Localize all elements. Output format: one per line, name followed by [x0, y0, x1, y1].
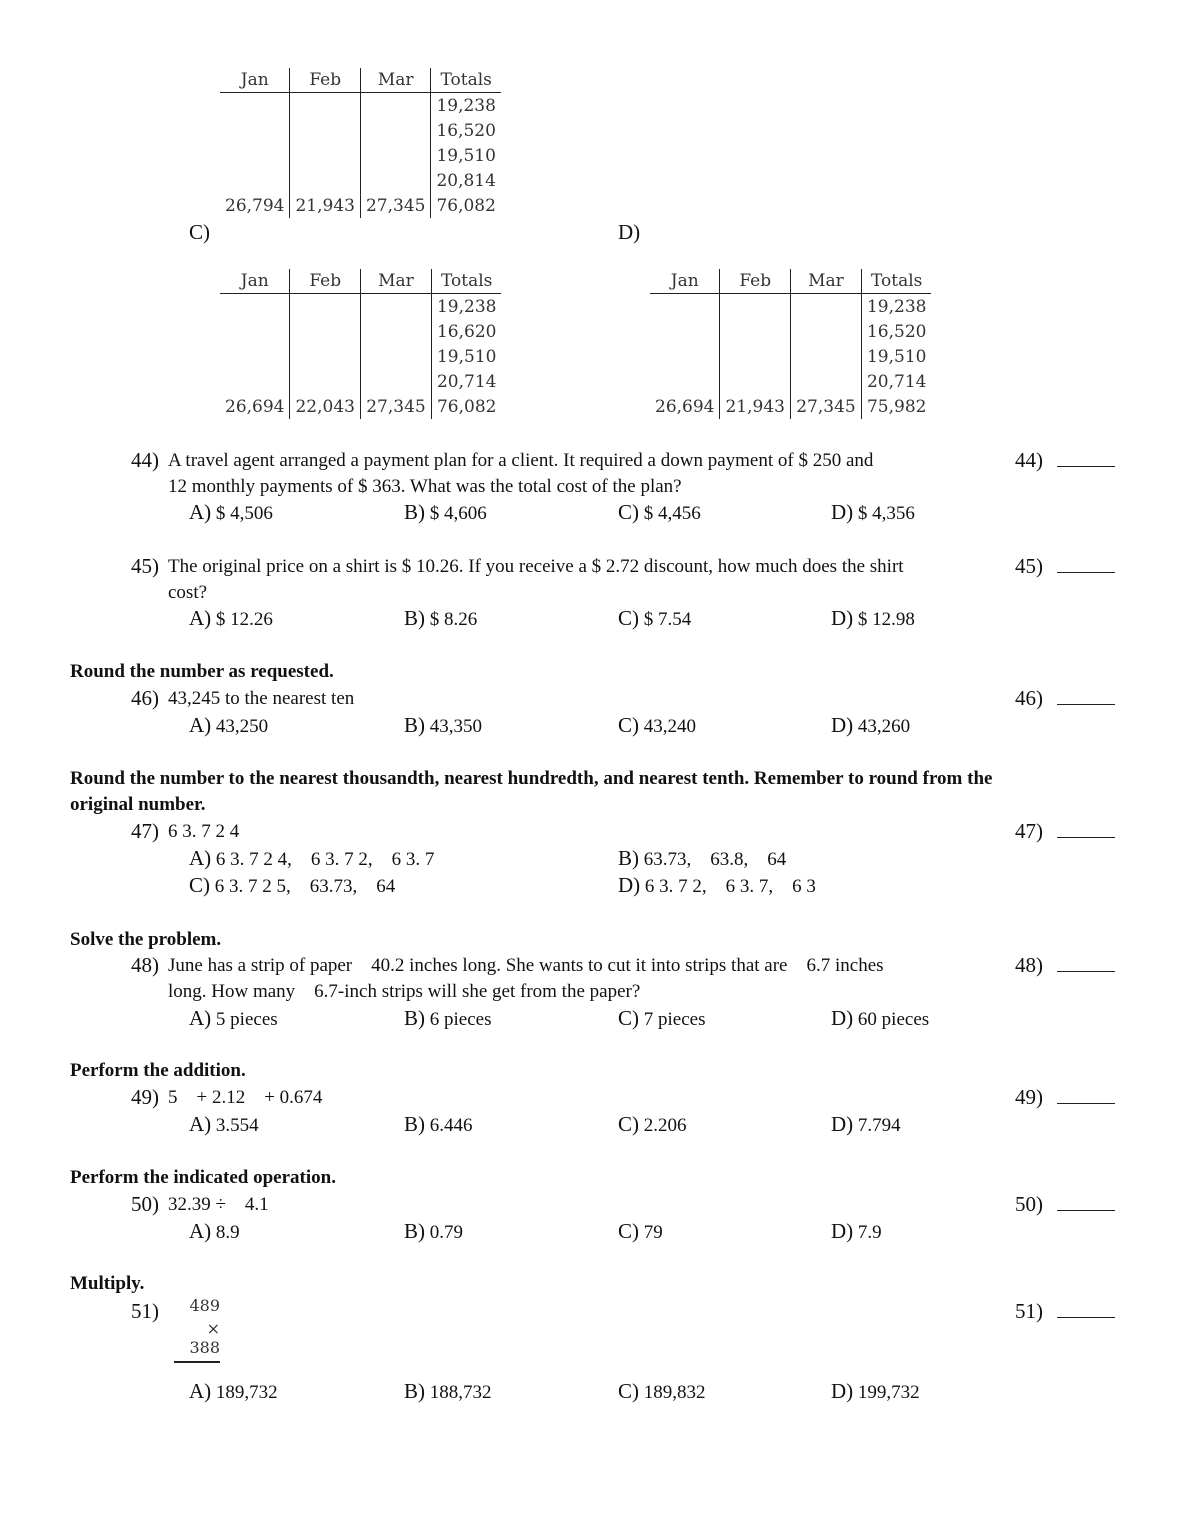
choice[interactable]: D) 6 3. 7 2, 6 3. 7, 6 3 — [618, 873, 816, 897]
col-jan: Jan — [220, 269, 290, 294]
col-mar: Mar — [790, 269, 861, 294]
question-number: 47) — [131, 819, 159, 843]
sum-cell: 22,043 — [290, 394, 360, 419]
col-feb: Feb — [290, 269, 360, 294]
section-instruction: Multiply. — [70, 1273, 145, 1294]
total-cell: 19,510 — [431, 344, 501, 369]
multiplication-problem — [174, 1296, 220, 1363]
question-text: long. How many 6.7-inch strips will she get from the paper? — [168, 981, 641, 1002]
choice[interactable]: D) $ 12.98 — [831, 606, 915, 630]
col-jan: Jan — [220, 68, 290, 93]
choice[interactable]: B) 6.446 — [404, 1112, 473, 1136]
choice[interactable]: D) 43,260 — [831, 713, 911, 737]
question-number: 49) — [131, 1085, 159, 1109]
answer-blank[interactable] — [1057, 1103, 1115, 1104]
question-text: 12 monthly payments of $ 363. What was the total cost of the plan? — [168, 476, 682, 497]
section-instruction: Perform the indicated operation. — [70, 1167, 336, 1188]
choice[interactable]: D) 199,732 — [831, 1379, 920, 1403]
choice[interactable]: B) 188,732 — [404, 1379, 492, 1403]
total-cell: 16,620 — [431, 319, 501, 344]
choice[interactable]: D) 7.9 — [831, 1219, 882, 1243]
total-cell: 19,510 — [431, 143, 501, 168]
col-feb: Feb — [290, 68, 360, 93]
total-cell: 16,520 — [431, 118, 501, 143]
choice[interactable]: A) $ 4,506 — [189, 500, 273, 524]
sum-cell: 27,345 — [360, 193, 430, 218]
total-cell: 19,238 — [431, 294, 501, 320]
answer-label: 50) — [1015, 1192, 1043, 1216]
answer-label: 44) — [1015, 448, 1043, 472]
col-totals: Totals — [861, 269, 931, 294]
question-text: 43,245 to the nearest ten — [168, 688, 355, 709]
answer-blank[interactable] — [1057, 1210, 1115, 1211]
choice[interactable]: A) $ 12.26 — [189, 606, 273, 630]
choice[interactable]: D) $ 4,356 — [831, 500, 915, 524]
total-cell: 16,520 — [861, 319, 931, 344]
question-text: 5 + 2.12 + 0.674 — [168, 1087, 323, 1108]
section-instruction: Perform the addition. — [70, 1060, 246, 1081]
choice[interactable]: B) $ 4,606 — [404, 500, 487, 524]
choice[interactable]: D) 60 pieces — [831, 1006, 930, 1030]
sum-cell: 21,943 — [290, 193, 360, 218]
option-c-label: C) — [189, 220, 210, 244]
sum-cell: 75,982 — [861, 394, 931, 419]
sum-cell: 26,694 — [655, 396, 715, 417]
sum-cell: 27,345 — [790, 394, 861, 419]
question-text: The original price on a shirt is $ 10.26. If you receive a $ 2.72 discount, how much does the shirt — [168, 556, 904, 577]
choice[interactable]: A) 189,732 — [189, 1379, 278, 1403]
choice[interactable]: D) 7.794 — [831, 1112, 901, 1136]
table-option-b — [220, 68, 501, 218]
total-cell: 19,238 — [861, 294, 931, 320]
section-instruction: Solve the problem. — [70, 929, 222, 950]
choice[interactable]: B) 0.79 — [404, 1219, 463, 1243]
question-text: cost? — [168, 582, 208, 603]
total-cell: 19,238 — [431, 93, 501, 119]
question-number: 46) — [131, 686, 159, 710]
answer-blank[interactable] — [1057, 704, 1115, 705]
choice[interactable]: C) 189,832 — [618, 1379, 706, 1403]
choice[interactable]: C) 7 pieces — [618, 1006, 706, 1030]
answer-label: 51) — [1015, 1299, 1043, 1323]
question-number: 48) — [131, 953, 159, 977]
col-mar: Mar — [360, 68, 430, 93]
question-text: A travel agent arranged a payment plan for a client. It required a down payment of $ 250 and — [168, 450, 874, 471]
answer-label: 45) — [1015, 554, 1043, 578]
question-number: 44) — [131, 448, 159, 472]
answer-label: 46) — [1015, 686, 1043, 710]
choice[interactable]: A) 3.554 — [189, 1112, 259, 1136]
question-text: 32.39 ÷ 4.1 — [168, 1194, 269, 1215]
question-number: 50) — [131, 1192, 159, 1216]
choice[interactable]: A) 8.9 — [189, 1219, 240, 1243]
total-cell: 20,714 — [861, 369, 931, 394]
multiplicand: 489 — [189, 1296, 220, 1315]
sum-cell: 21,943 — [720, 394, 790, 419]
answer-label: 48) — [1015, 953, 1043, 977]
question-number: 51) — [131, 1299, 159, 1323]
choice[interactable]: B) 6 pieces — [404, 1006, 492, 1030]
answer-label: 47) — [1015, 819, 1043, 843]
table-option-d — [650, 269, 931, 419]
choice[interactable]: C) $ 4,456 — [618, 500, 701, 524]
section-instruction: original number. — [70, 794, 206, 815]
answer-blank[interactable] — [1057, 971, 1115, 972]
choice[interactable]: A) 43,250 — [189, 713, 269, 737]
choice[interactable]: C) 2.206 — [618, 1112, 687, 1136]
choice[interactable]: C) 79 — [618, 1219, 663, 1243]
answer-label: 49) — [1015, 1085, 1043, 1109]
col-jan: Jan — [650, 269, 720, 294]
answer-blank[interactable] — [1057, 466, 1115, 467]
sum-rule — [174, 1361, 220, 1363]
question-number: 45) — [131, 554, 159, 578]
answer-blank[interactable] — [1057, 572, 1115, 573]
col-mar: Mar — [360, 269, 431, 294]
choice[interactable]: B) $ 8.26 — [404, 606, 478, 630]
choice[interactable]: C) 6 3. 7 2 5, 63.73, 64 — [189, 873, 396, 897]
col-totals: Totals — [431, 269, 501, 294]
choice[interactable]: B) 63.73, 63.8, 64 — [618, 846, 787, 870]
sum-cell: 76,082 — [431, 394, 501, 419]
question-text: June has a strip of paper 40.2 inches long. She wants to cut it into strips that are 6.7 inches — [168, 955, 884, 976]
total-cell: 19,510 — [861, 344, 931, 369]
col-totals: Totals — [431, 68, 501, 93]
choice[interactable]: C) $ 7.54 — [618, 606, 692, 630]
answer-blank[interactable] — [1057, 1317, 1115, 1318]
answer-blank[interactable] — [1057, 837, 1115, 838]
sum-cell: 27,345 — [360, 394, 431, 419]
multiplier: × 388 — [189, 1319, 220, 1357]
table-option-c — [220, 269, 501, 419]
section-instruction: Round the number as requested. — [70, 661, 334, 682]
sum-cell: 76,082 — [431, 193, 501, 218]
sum-cell: 26,794 — [225, 195, 285, 216]
section-instruction: Round the number to the nearest thousandth, nearest hundredth, and nearest tenth. Remember to round from the — [70, 768, 993, 789]
col-feb: Feb — [720, 269, 790, 294]
choice[interactable]: A) 5 pieces — [189, 1006, 278, 1030]
choice[interactable]: A) 6 3. 7 2 4, 6 3. 7 2, 6 3. 7 — [189, 846, 435, 870]
choice[interactable]: C) 43,240 — [618, 713, 696, 737]
sum-cell: 26,694 — [225, 396, 285, 417]
total-cell: 20,814 — [431, 168, 501, 193]
question-text: 6 3. 7 2 4 — [168, 821, 240, 842]
total-cell: 20,714 — [431, 369, 501, 394]
option-d-label: D) — [618, 220, 641, 244]
choice[interactable]: B) 43,350 — [404, 713, 482, 737]
